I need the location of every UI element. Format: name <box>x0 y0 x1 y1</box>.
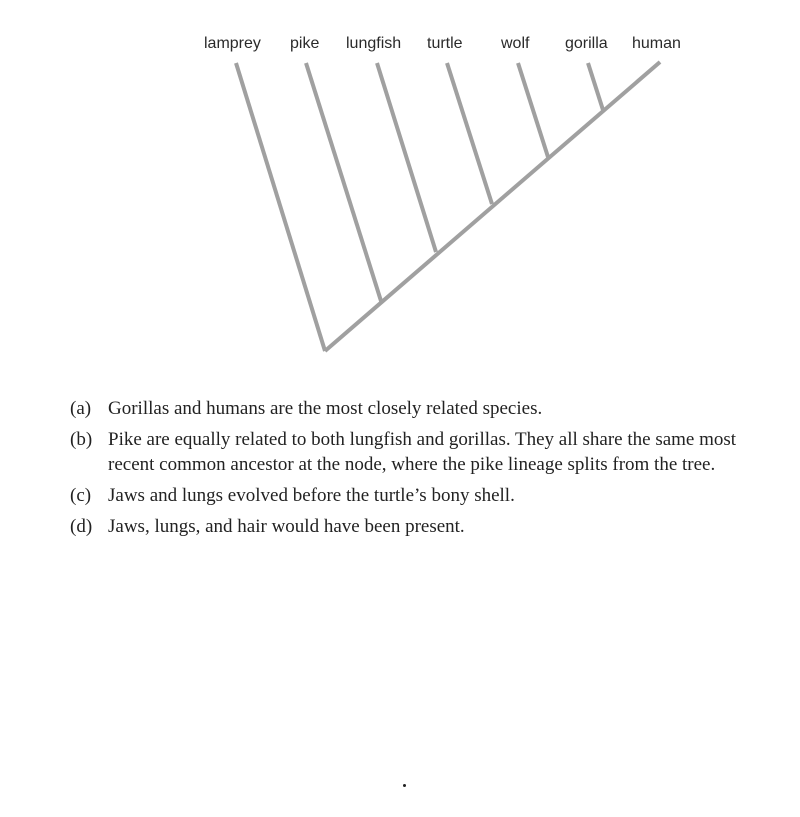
taxon-label-pike: pike <box>290 35 320 52</box>
answer-label: (a) <box>70 398 92 419</box>
taxon-label-lungfish: lungfish <box>346 35 402 52</box>
answer-item-d <box>70 514 785 539</box>
taxon-label-wolf: wolf <box>501 35 530 52</box>
answer-label: (d) <box>70 516 93 537</box>
answer-item-a <box>70 396 785 421</box>
answer-item-b <box>70 427 785 477</box>
page-dot <box>403 784 406 787</box>
phylogenetic-tree <box>0 0 800 370</box>
taxon-label-human: human <box>632 35 681 52</box>
answer-text: Jaws and lungs evolved before the turtle’s bony shell. <box>108 485 515 506</box>
branch-turtle <box>447 63 492 204</box>
branch-lungfish <box>377 63 436 252</box>
branch-lamprey <box>236 63 325 351</box>
branch-human <box>325 62 660 351</box>
branch-pike <box>306 63 381 301</box>
branch-gorilla <box>588 63 603 110</box>
answer-text: Jaws, lungs, and hair would have been present. <box>108 516 465 537</box>
branch-wolf <box>518 63 548 157</box>
tree-lines <box>0 0 800 370</box>
taxon-label-lamprey: lamprey <box>204 35 261 52</box>
answer-list <box>70 396 785 545</box>
answer-item-c <box>70 483 785 508</box>
answer-text: Pike are equally related to both lungfish and gorillas. They all share the same most recent common ancestor at the node, where the pike lineage splits from the tree. <box>108 429 737 475</box>
answer-label: (b) <box>70 429 93 450</box>
taxon-label-turtle: turtle <box>427 35 463 52</box>
answer-text: Gorillas and humans are the most closely related species. <box>108 398 543 419</box>
taxon-label-gorilla: gorilla <box>565 35 608 52</box>
answer-label: (c) <box>70 485 92 506</box>
